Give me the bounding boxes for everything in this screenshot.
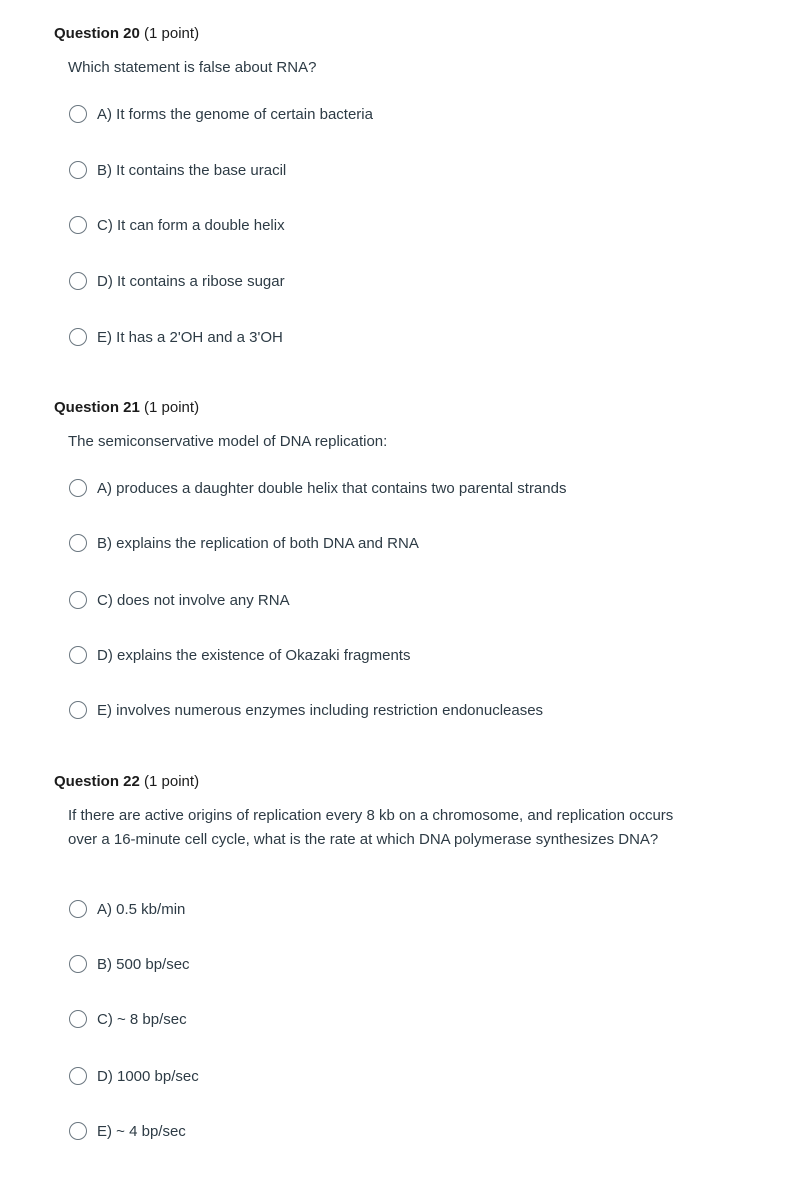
answer-option-b[interactable] [69,533,419,553]
answer-option-a[interactable] [69,104,373,124]
answer-option-b[interactable] [69,954,190,974]
question-text: The semiconservative model of DNA replication: [68,433,388,450]
question-points: (1 point) [144,773,200,790]
radio-button[interactable] [69,1122,87,1140]
question-title: Question 22 [54,773,140,790]
question-header [54,772,754,792]
radio-button[interactable] [69,1010,87,1028]
question-22 [54,772,754,851]
option-label: C) It can form a double helix [97,216,285,234]
option-label: A) It forms the genome of certain bacteria [97,105,373,123]
option-label: A) produces a daughter double helix that contains two parental strands [97,479,567,497]
question-header [54,398,754,418]
option-label: E) involves numerous enzymes including restriction endonucleases [97,701,544,719]
answer-option-d[interactable] [69,271,285,291]
option-label: C) does not involve any RNA [97,591,290,609]
option-label: D) 1000 bp/sec [97,1067,199,1085]
question-title: Question 21 [54,399,140,416]
question-21 [54,398,754,454]
radio-button[interactable] [69,1067,87,1085]
option-label: A) 0.5 kb/min [97,900,186,918]
option-label: E) It has a 2'OH and a 3'OH [97,328,283,346]
answer-option-e[interactable] [69,700,543,720]
answer-option-a[interactable] [69,478,566,498]
option-label: D) explains the existence of Okazaki fragments [97,646,411,664]
answer-option-a[interactable] [69,899,185,919]
radio-button[interactable] [69,328,87,346]
radio-button[interactable] [69,161,87,179]
radio-button[interactable] [69,701,87,719]
option-label: B) It contains the base uracil [97,161,287,179]
question-header [54,24,754,44]
answer-option-d[interactable] [69,645,410,665]
option-label: D) It contains a ribose sugar [97,272,285,290]
option-label: C) ~ 8 bp/sec [97,1010,187,1028]
answer-option-e[interactable] [69,1121,186,1141]
question-points: (1 point) [144,25,200,42]
option-label: B) explains the replication of both DNA and RNA [97,534,419,552]
answer-option-b[interactable] [69,160,286,180]
radio-button[interactable] [69,216,87,234]
radio-button[interactable] [69,900,87,918]
question-title: Question 20 [54,25,140,42]
question-text: If there are active origins of replication every 8 kb on a chromosome, and replication occurs over a 16-minute cell cycle, what is the rate at which DNA polymerase synthesizes DNA? [68,807,674,848]
option-label: B) 500 bp/sec [97,955,190,973]
radio-button[interactable] [69,591,87,609]
radio-button[interactable] [69,646,87,664]
radio-button[interactable] [69,534,87,552]
question-text: Which statement is false about RNA? [68,59,317,76]
radio-button[interactable] [69,955,87,973]
radio-button[interactable] [69,479,87,497]
answer-option-c[interactable] [69,1009,187,1029]
question-points: (1 point) [144,399,200,416]
option-label: E) ~ 4 bp/sec [97,1122,186,1140]
question-20 [54,24,754,80]
answer-option-c[interactable] [69,215,285,235]
radio-button[interactable] [69,272,87,290]
radio-button[interactable] [69,105,87,123]
answer-option-e[interactable] [69,327,283,347]
answer-option-c[interactable] [69,590,290,610]
answer-option-d[interactable] [69,1066,199,1086]
